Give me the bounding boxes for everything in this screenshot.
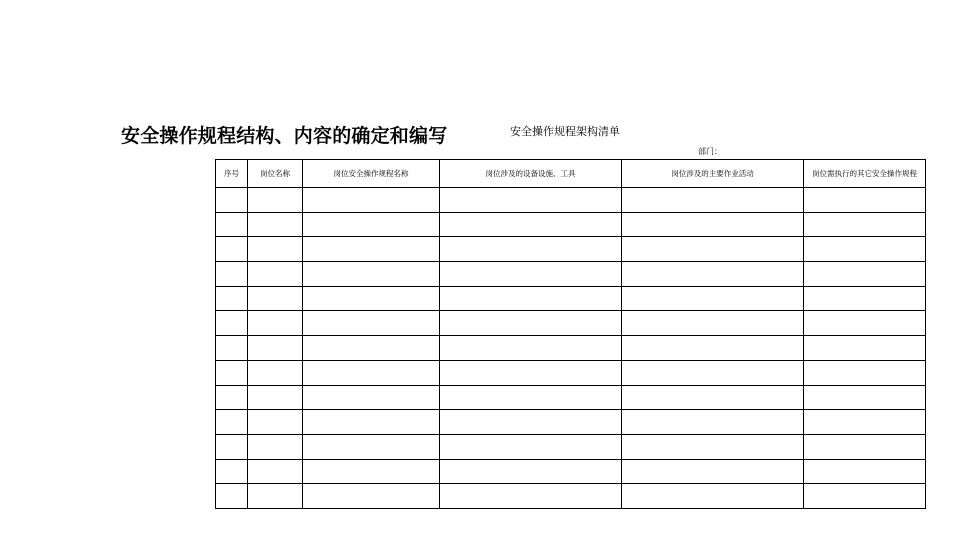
table-cell — [622, 311, 804, 336]
table-cell — [303, 484, 440, 509]
table-row — [216, 212, 926, 237]
table-cell — [303, 262, 440, 287]
table-row — [216, 360, 926, 385]
table-cell — [804, 410, 926, 435]
procedure-roster-table — [215, 159, 926, 509]
table-cell — [248, 262, 303, 287]
table-cell — [622, 188, 804, 213]
table-cell — [248, 434, 303, 459]
column-header-equipment: 岗位涉及的设备设施、工具 — [440, 160, 622, 188]
slide-title: 安全操作规程结构、内容的确定和编写 — [121, 125, 448, 147]
department-label: 部门： — [698, 147, 722, 156]
table-cell — [216, 459, 248, 484]
table-cell — [303, 286, 440, 311]
table-cell — [804, 311, 926, 336]
table-cell — [804, 237, 926, 262]
table-cell — [804, 385, 926, 410]
table-cell — [248, 237, 303, 262]
table-cell — [216, 360, 248, 385]
table-cell — [248, 360, 303, 385]
table-row — [216, 311, 926, 336]
table-cell — [248, 459, 303, 484]
table-cell — [216, 385, 248, 410]
table-cell — [216, 336, 248, 361]
table-cell — [248, 410, 303, 435]
table-cell — [216, 237, 248, 262]
table-row — [216, 286, 926, 311]
table-cell — [248, 311, 303, 336]
column-header-activities: 岗位涉及的主要作业活动 — [622, 160, 804, 188]
table-cell — [216, 311, 248, 336]
table-cell — [248, 336, 303, 361]
table-cell — [804, 286, 926, 311]
table-cell — [216, 410, 248, 435]
table-cell — [622, 262, 804, 287]
table-cell — [622, 237, 804, 262]
column-header-procedure-name: 岗位安全操作规程名称 — [303, 160, 440, 188]
table-cell — [248, 484, 303, 509]
table-cell — [804, 434, 926, 459]
table-cell — [216, 212, 248, 237]
table-cell — [622, 212, 804, 237]
table-cell — [303, 237, 440, 262]
table-cell — [440, 286, 622, 311]
table-cell — [303, 360, 440, 385]
table-cell — [303, 336, 440, 361]
table-row — [216, 262, 926, 287]
table-cell — [804, 188, 926, 213]
table-cell — [622, 336, 804, 361]
table-cell — [440, 188, 622, 213]
table-cell — [622, 484, 804, 509]
table-cell — [216, 188, 248, 213]
table-cell — [440, 410, 622, 435]
column-header-post-name: 岗位名称 — [248, 160, 303, 188]
table-cell — [303, 434, 440, 459]
table-cell — [216, 286, 248, 311]
table-cell — [804, 484, 926, 509]
table-cell — [804, 336, 926, 361]
table-cell — [804, 360, 926, 385]
table-row — [216, 484, 926, 509]
table-cell — [440, 360, 622, 385]
table-cell — [303, 385, 440, 410]
table-cell — [248, 385, 303, 410]
table-row — [216, 385, 926, 410]
table-cell — [248, 188, 303, 213]
table-cell — [303, 459, 440, 484]
table-cell — [804, 459, 926, 484]
table-header-row — [216, 160, 926, 188]
column-header-other-procedures: 岗位需执行的其它安全操作规程 — [804, 160, 926, 188]
table-cell — [622, 360, 804, 385]
table-cell — [216, 434, 248, 459]
table-cell — [303, 188, 440, 213]
table-cell — [440, 484, 622, 509]
table-cell — [248, 286, 303, 311]
table-cell — [440, 459, 622, 484]
table-cell — [440, 434, 622, 459]
table-cell — [622, 459, 804, 484]
table-cell — [622, 286, 804, 311]
table-cell — [440, 262, 622, 287]
table-cell — [440, 237, 622, 262]
table-row — [216, 410, 926, 435]
table-cell — [622, 385, 804, 410]
table-row — [216, 188, 926, 213]
table-cell — [303, 212, 440, 237]
table-cell — [248, 212, 303, 237]
table-cell — [303, 311, 440, 336]
table-cell — [440, 311, 622, 336]
table-cell — [440, 385, 622, 410]
table-body — [216, 188, 926, 509]
table-cell — [440, 336, 622, 361]
table-cell — [303, 410, 440, 435]
table-cell — [440, 212, 622, 237]
column-header-index: 序号 — [216, 160, 248, 188]
table-cell — [804, 262, 926, 287]
table-row — [216, 237, 926, 262]
table-cell — [622, 434, 804, 459]
table-row — [216, 459, 926, 484]
table-row — [216, 336, 926, 361]
table-title: 安全操作规程架构清单 — [510, 125, 620, 138]
table-cell — [622, 410, 804, 435]
table-cell — [216, 262, 248, 287]
table-cell — [804, 212, 926, 237]
table-row — [216, 434, 926, 459]
table-cell — [216, 484, 248, 509]
